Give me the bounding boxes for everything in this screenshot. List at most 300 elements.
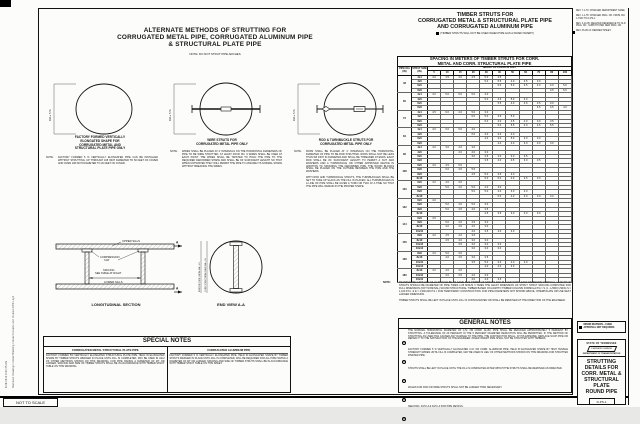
title-line: & STRUCTURAL PLATE PIPE: [168, 41, 262, 49]
pipe-dia-cell: 48: [398, 75, 412, 93]
spacing-value-cell: 5.0: [480, 80, 493, 84]
title-line: CORRUGATED METAL PIPE, CORRUGATED ALUMINUM PIPE: [117, 34, 313, 42]
timber-subtitle: [398, 32, 572, 35]
strut-size-cell: 10x10: [412, 229, 428, 233]
timber-strut: [141, 252, 145, 284]
corner-mark: [0, 0, 11, 7]
strut-size-cell: 6x8: [412, 185, 428, 189]
spacing-value-cell: 5.0: [493, 176, 506, 180]
spacing-value-cell: 5.0: [480, 260, 493, 264]
spacing-value-cell: 5.5: [545, 124, 558, 128]
strut-size-cell: 10x12: [412, 278, 428, 282]
spacing-value-cell: 4.5: [467, 75, 480, 79]
column-header: CORRUGATED ALUMINUM PIPE: [170, 348, 289, 354]
strut-size-cell: 8x8: [412, 221, 428, 225]
spacing-value-cell: 4.0: [454, 234, 467, 238]
strut-size-cell: 4x4: [412, 93, 428, 97]
spacing-value-cell: 4.5: [519, 102, 532, 106]
spacing-value-cell: 6.0: [480, 119, 493, 123]
spacing-value-cell: 4.0: [493, 190, 506, 194]
spacing-value-cell: 4.0: [480, 132, 493, 136]
strut-size-cell: 10x12: [412, 265, 428, 269]
pipe-dia-cell: 168: [398, 251, 412, 269]
title-line: ALTERNATE METHODS OF STRUTTING FOR: [143, 27, 287, 34]
cover-col-header: 60: [519, 71, 532, 75]
spacing-value-cell: 5.5: [493, 102, 506, 106]
spacing-value-cell: 3.0: [493, 132, 506, 136]
note-key-badge: E: [403, 418, 405, 420]
spacing-value-cell: 4.0: [519, 124, 532, 128]
spacing-value-cell: 3.0: [441, 146, 454, 150]
spacing-value-cell: 3.5: [493, 172, 506, 176]
revision-entry: REV. 7-1-70: CHANGED DEPARTMENT NAME.: [576, 10, 626, 12]
spacing-value-cell: 4.0: [506, 80, 519, 84]
spacing-value-cell: 5.0: [506, 115, 519, 119]
general-note-item: [399, 386, 571, 405]
strut-size-cell: 4x6: [412, 132, 428, 136]
spacing-value-cell: 3.0: [506, 190, 519, 194]
spacing-value-cell: 4.0: [428, 181, 441, 185]
elongated-pipe-figure: [40, 79, 160, 139]
spacing-value-cell: 4.5: [454, 168, 467, 172]
pipe-dia-cell: 108: [398, 163, 412, 181]
spacing-value-cell: 5.0: [506, 97, 519, 101]
section-marker: A: [176, 286, 179, 291]
spacing-value-cell: 6.0: [441, 168, 454, 172]
spacing-value-cell: 5.0: [558, 84, 571, 88]
spacing-value-cell: 4.5: [545, 88, 558, 92]
table-title-line: SPACING IN METERS OF TIMBER STRUTS FOR CORR.: [429, 56, 540, 61]
spacing-value-cell: 4.0: [454, 75, 467, 79]
spacing-value-cell: 5.0: [493, 194, 506, 198]
spacing-value-cell: 3.0: [467, 238, 480, 242]
note-key-badge: D: [403, 399, 405, 401]
compression-cap: [138, 249, 148, 252]
pipe-dia-cell: 96: [398, 146, 412, 164]
note-label: NOTE:: [294, 150, 302, 153]
cover-col-header: 70: [532, 71, 545, 75]
spacing-value-cell: 4.0: [493, 119, 506, 123]
spacing-value-cell: 3.5: [493, 212, 506, 216]
spacing-value-cell: 5.0: [480, 190, 493, 194]
spacing-value-cell: 4.0: [480, 137, 493, 141]
spacing-value-cell: 3.0: [467, 146, 480, 150]
spacing-value-cell: 4.0: [506, 132, 519, 136]
rod-turnbuckle-figure: [286, 79, 406, 139]
strut-size-cell: 8x10: [412, 256, 428, 260]
pipe-dia-cell: 72: [398, 110, 412, 128]
figure-note: [294, 151, 394, 189]
spacing-value-cell: 4.0: [545, 84, 558, 88]
spacing-value-cell: 4.0: [454, 203, 467, 207]
spacing-value-cell: 3.5: [519, 176, 532, 180]
spacing-value-cell: 5.0: [493, 84, 506, 88]
note-text: WALES FOR ROD OR WIRE STRUTS SHALL NOT BE LARGER THAN NECESSARY.: [408, 386, 503, 389]
spacing-value-cell: 3.0: [519, 260, 532, 264]
revision-entry-text: REV. 06-28-13: REDREW SHEET.: [576, 30, 612, 33]
end-view-dim-label: CORR. STRUCTURAL PLATE DIA + 5%: [205, 257, 207, 292]
spacing-value-cell: 5.0: [480, 172, 493, 176]
note-text: THE NOMINAL HORIZONTAL DIAMETER OF C.M. OR CORR. ALUM. PIPE SHALL BE REDUCED APPROXIMATELY 5 PERCENT BY STRUTTING. A TOLERANCE OF 20 PERCENT IN THE 5 PERCENT DIAMETER REDUCTION WILL BE PERMITTED. IF THE METHOD OF STRUTTING AS USED HAS CAUSED ANY DAMAGE TO THE PIPE, THE CONTRACTOR SHALL, AT HIS EXPENSE, REPLACE SUCH PIPE OR REPAIR IT TO THE SATISFACTION OF THE ENGINEER. PAVED INVERT PIPE SHALL NOT BE STRUTTED WITH TIMBERS.: [408, 329, 568, 341]
spacing-value-cell: 4.0: [506, 176, 519, 180]
spacing-value-cell: 3.0: [480, 247, 493, 251]
spacing-value-cell: 3.0: [506, 172, 519, 176]
spacing-value-cell: 5.0: [441, 93, 454, 97]
pipe-outline: [76, 84, 132, 134]
spacing-value-cell: 3.5: [467, 234, 480, 238]
spacing-value-cell: 3.0: [480, 203, 493, 207]
strut-size-cell: 6x6: [412, 198, 428, 202]
spacing-value-cell: 4.0: [428, 198, 441, 202]
spacing-value-cell: 4.5: [428, 110, 441, 114]
wire-struts-figure: [162, 79, 282, 139]
title-line: AND CORRUGATED ALUMINUM PIPE: [437, 24, 533, 30]
spacing-value-cell: 3.0: [493, 243, 506, 247]
title-note: NOTE: DO NOT STRUT PIPE ARCHES: [189, 51, 241, 56]
plot-info-date: 6/28/2013 8:04:45 AM: [5, 360, 8, 388]
spacing-value-cell: 4.5: [506, 119, 519, 123]
pipe-dia-cell: 60: [398, 93, 412, 111]
spacing-value-cell: 5.0: [441, 185, 454, 189]
column-text: FACTORY FORMED 5 % VERTICALLY ELONGATED PIPE, HELD IN ELONGATED SHAPE BY TIMBER STRUTS WEDGED IN PLACE UNTIL FILL IS COMPLETED, WILL BE REQUIRED FOR ALL PIPE HAVING A DIAMETER OF 48" OR LARGER. SPACING AND SIZE OF TIMBER STRUTS SHALL BE IN ACCORDANCE WITH TIMBER STRUT TABLE ON THIS SHEET.: [169, 354, 288, 366]
strut-size-cell: 6x8: [412, 203, 428, 207]
strut-size-cell: 8x8: [412, 190, 428, 194]
spacing-value-cell: 4.0: [493, 141, 506, 145]
general-note-item: [399, 329, 571, 348]
general-notes-header: GENERAL NOTES: [399, 319, 571, 329]
spacing-value-cell: 4.5: [532, 106, 545, 110]
spacing-value-cell: 4.0: [441, 269, 454, 273]
strut-size-cell: 8x10: [412, 269, 428, 273]
spacing-value-cell: 4.0: [428, 163, 441, 167]
spacing-value-cell: 3.0: [454, 251, 467, 255]
spacing-value-cell: 4.0: [454, 221, 467, 225]
spacing-value-cell: 5.0: [441, 221, 454, 225]
spacing-value-cell: 3.0: [519, 141, 532, 145]
spacing-value-cell: 3.0: [532, 80, 545, 84]
spacing-value-cell: 3.5: [480, 207, 493, 211]
strut-size-cell: 6x8: [412, 216, 428, 220]
spacing-value-cell: 3.0: [467, 243, 480, 247]
cover-col-header: 50: [506, 71, 519, 75]
strut-size-cell: 6x6: [412, 154, 428, 158]
pipe-dia-cell: 120: [398, 181, 412, 199]
state-name: STATE OF TENNESSEE: [586, 341, 617, 345]
spacing-value-cell: 3.0: [480, 238, 493, 242]
figure-caption: [160, 139, 284, 147]
sheet-title-line: STRUTTING: [586, 359, 617, 365]
timber-strut: [234, 246, 239, 289]
spacing-value-cell: 3.0: [519, 159, 532, 163]
cover-col-header: 20: [467, 71, 480, 75]
special-notes-box: [43, 336, 291, 393]
spacing-value-cell: 5.0: [506, 137, 519, 141]
spacing-value-cell: 3.0: [493, 137, 506, 141]
general-note-item: [399, 367, 571, 386]
pipe-dia-cell: 144: [398, 216, 412, 234]
spacing-value-cell: 3.0: [506, 212, 519, 216]
longitudinal-section-caption: LONGITUDINAL SECTION: [91, 302, 141, 307]
dim-label: DIA + 5 %: [293, 109, 296, 121]
strut-size-cell: 8x10: [412, 212, 428, 216]
spacing-value-cell: 4.5: [467, 221, 480, 225]
strut-size-cell: 6x6: [412, 102, 428, 106]
figure-caption: [284, 139, 408, 147]
spacing-value-cell: 3.0: [493, 154, 506, 158]
spacing-label: SPACING: [103, 269, 115, 272]
standard-drawing-stamp: [586, 346, 616, 352]
table-note-paragraph: TIMBER STRUTS SHALL BE LEFT IN PLACE UNTIL FILL IS CONSOLIDATED OR SHALL BE REMOVED AT THE DIRECTION OF THE ENGINEER.: [399, 298, 566, 302]
spacing-value-cell: 5.0: [454, 163, 467, 167]
strut-size-cell: 8x10: [412, 176, 428, 180]
spacing-value-cell: 3.0: [506, 154, 519, 158]
strut-size-cell: 4x4: [412, 110, 428, 114]
drawing-number: D-PS-1: [589, 398, 615, 406]
caption-line: CORRUGATED METAL AND: [79, 142, 121, 147]
strut-size-cell: 10x12: [412, 247, 428, 251]
stamp-text: STANDARD DRAWING: [590, 347, 612, 350]
spacing-value-cell: 3.0: [467, 247, 480, 251]
spacing-value-cell: 4.0: [441, 273, 454, 277]
spacing-value-cell: 3.5: [493, 115, 506, 119]
spacing-value-cell: 3.0: [493, 260, 506, 264]
title-line: TIMBER STRUTS FOR: [456, 12, 514, 18]
note-text: WIRES SHALL BE PLACED AT 2' INTERVALS ON THE HORIZONTAL DIAMETERS OF PIPE TO BE WIRE STRUTTED. AT LEAST FOUR NO. 9 WIRES SHALL BE USED AT EACH POINT. THE WIRES SHALL BE TWISTED TO HOLD THE PIPE TO THE REQUIRED DEFORMED SHAPE AND SHALL BE OF SUFFICIENT LENGTH SO THAT WHEN UNTWISTED THEY WILL PERMIT THE PIPE TO ASSUME ITS NORMAL SHAPE WITHOUT BREAKING THE WIRES.: [182, 150, 282, 168]
figure-note: [170, 151, 282, 168]
strut-size-cell: 8x10: [412, 238, 428, 242]
col-header-cover: HEIGHT OF COVER IN FEET: [428, 67, 572, 71]
strut-size-cell: 6x6: [412, 181, 428, 185]
spacing-value-cell: 3.0: [532, 137, 545, 141]
strut-size-cell: 8x8: [412, 172, 428, 176]
special-notes-header: SPECIAL NOTES: [44, 337, 290, 347]
spacing-value-cell: 4.0: [454, 185, 467, 189]
table-note-paragraph: TRANSVERSE CAPS AND SILLS SHOULD BE OF SAME SIZE TIMBER AS STRUTS AND PLACED WITH LEAST DIMENSION VERTICAL. LENGTH OF STRUTS SHOULD BE DIAMETER OF PIPE TIMES 1.05 MINUS 3 TIMES THE LEAST DIMENSION OF STRUT. STRUT SPACING COMPUTED FOR FULL DIMENSION (NOT NOMINAL) SOUND STRUCTURAL TIMBER BASED ON AASHTO TIMBER COLUMN FORMULA P/A = S (1 - L/60D) USING S = 1,100 P.S.I. & E = 1,500,000 P.S.I. FOR TEMPORARY CONSTRUCTION. FOR PIPE DIAMETERS NOT SHOWN ABOVE, INTERPOLATE OR USE NEXT LARGER DIMENSION.: [399, 281, 571, 296]
cover-col-header: 10: [441, 71, 454, 75]
sheet-title-line: CORR. METAL &: [581, 371, 622, 377]
caption-line: ROD & TURNBUCKLE STRUTS FOR: [318, 138, 374, 142]
note-text: FACTORY FORMED 5 % VERTICALLY ELONGATED PIPE CAN BE INSTALLED WITHOUT STRUTTING, UP THROUGH 108 INCH DIAMETER TO 50 FEET OF COVER AND OVER 108 INCH DIAMETER TO 20 FEET OF COVER.: [58, 156, 158, 165]
spacing-value-cell: 3.0: [480, 150, 493, 154]
strut-size-cell: 6x8: [412, 106, 428, 110]
note-text: STRUTS SHALL BE LEFT IN PLACE UNTIL THE FILL IS COMPACTED AFTER WHICH THE STRUTS SHALL BE REMOVED AS DIRECTED.: [408, 367, 563, 370]
timber-strut: [85, 252, 89, 284]
spacing-value-cell: 3.0: [480, 110, 493, 114]
spacing-value-cell: 3.0: [519, 212, 532, 216]
strut-size-cell: 10x10: [412, 273, 428, 277]
spacing-value-cell: 3.0: [454, 269, 467, 273]
spacing-value-cell: 4.5: [493, 97, 506, 101]
spacing-value-cell: 4.0: [428, 75, 441, 79]
spacing-value-cell: 3.5: [493, 75, 506, 79]
spacing-value-cell: 5.5: [467, 168, 480, 172]
revision-entry: REV. 1-1-78: CHANGED DWG. NO. FROM CM-1-TWN TO D-PS-1.: [576, 15, 626, 20]
spacing-value-cell: 3.0: [480, 221, 493, 225]
note-key-badge: B: [403, 361, 405, 363]
strut-size-cell: 6x6: [412, 119, 428, 123]
figure-note: [46, 157, 158, 166]
spacing-value-cell: 3.5: [480, 256, 493, 260]
compression-cap-label: CAP: [104, 259, 110, 262]
cover-col-header: 40: [493, 71, 506, 75]
cover-col-header: 100: [558, 71, 571, 75]
pipe-dia-cell: 84: [398, 128, 412, 146]
special-notes-col-aluminum: [167, 347, 291, 392]
strut-size-cell: 6x6: [412, 163, 428, 167]
spacing-value-cell: 4.5: [532, 124, 545, 128]
spacing-value-cell: 3.0: [493, 247, 506, 251]
spacing-value-cell: 3.0: [532, 194, 545, 198]
strut-size-cell: 6x6: [412, 84, 428, 88]
spacing-value-cell: 4.0: [454, 225, 467, 229]
minor-revision-legend: [577, 321, 626, 333]
caption-line: CORRUGATED METAL PIPE ONLY: [196, 141, 248, 146]
strut-size-cell: 4x6: [412, 97, 428, 101]
agency-seal: [578, 340, 625, 357]
spacing-value-cell: 4.0: [506, 141, 519, 145]
spacing-value-cell: 5.0: [467, 93, 480, 97]
spacing-value-cell: 5.0: [467, 110, 480, 114]
spacing-value-cell: 4.5: [441, 234, 454, 238]
title-block: [577, 339, 626, 405]
spacing-value-cell: 4.0: [467, 278, 480, 282]
cover-col-header: 80: [545, 71, 558, 75]
revision-marker-icon: [572, 31, 575, 34]
spacing-value-cell: 4.0: [493, 159, 506, 163]
spacing-value-cell: 3.5: [545, 119, 558, 123]
sheet-title: [578, 357, 625, 395]
longitudinal-section-figure: [46, 236, 188, 298]
strut-size-cell: 10x10: [412, 260, 428, 264]
spacing-value-cell: 3.0: [519, 190, 532, 194]
spacing-value-cell: 3.5: [480, 159, 493, 163]
section-marker: A: [176, 240, 179, 245]
revision-marker-icon: [579, 326, 582, 329]
spacing-value-cell: 4.0: [428, 269, 441, 273]
spacing-value-cell: 3.0: [480, 243, 493, 247]
general-note-item: [399, 348, 571, 367]
spacing-value-cell: 4.5: [454, 207, 467, 211]
spacing-value-cell: 4.0: [454, 110, 467, 114]
dim-label: DIA + 5 %: [49, 109, 52, 121]
spacing-value-cell: 3.0: [454, 181, 467, 185]
sheet-title-line: DETAILS FOR: [584, 365, 619, 371]
spacing-value-cell: 6.0: [441, 128, 454, 132]
sheet-title-line: STRUCTURAL PLATE: [584, 377, 619, 389]
spacing-value-cell: 4.5: [441, 238, 454, 242]
spacing-value-cell: 3.0: [519, 194, 532, 198]
section-arrow-icon: [178, 245, 182, 248]
figure-caption: [38, 136, 162, 151]
spacing-value-cell: 4.0: [480, 93, 493, 97]
spacing-value-cell: 3.0: [519, 97, 532, 101]
strut-size-cell: 8x10: [412, 194, 428, 198]
spacing-value-cell: 3.0: [545, 102, 558, 106]
spacing-value-cell: 3.5: [519, 154, 532, 158]
spacing-value-cell: 3.0: [506, 265, 519, 269]
revision-history: [576, 10, 626, 36]
table-title-line: METAL AND CORR. STRUCTURAL PLATE PIPE: [437, 60, 532, 66]
strut-size-cell: 6x8: [412, 159, 428, 163]
strut-size-cell: 4x6: [412, 115, 428, 119]
wire-twist-clip: [221, 107, 231, 111]
spacing-value-cell: 5.0: [480, 75, 493, 79]
spacing-value-cell: 3.0: [532, 176, 545, 180]
cover-col-header: 30: [480, 71, 493, 75]
general-notes-box: [398, 318, 572, 420]
spacing-value-cell: 4.0: [428, 128, 441, 132]
spacing-value-cell: 3.0: [493, 185, 506, 189]
spacing-value-cell: 4.0: [454, 146, 467, 150]
spacing-value-cell: 4.0: [454, 238, 467, 242]
spacing-value-cell: 5.5: [506, 124, 519, 128]
department-name: DEPARTMENT OF TRANSPORTATION: [582, 352, 621, 355]
spacing-value-cell: 4.0: [519, 119, 532, 123]
spacing-value-cell: 3.0: [532, 141, 545, 145]
spacing-value-cell: 5.0: [441, 251, 454, 255]
spacing-value-cell: 4.5: [545, 106, 558, 110]
spacing-value-cell: 5.0: [506, 84, 519, 88]
spacing-value-cell: 3.5: [519, 80, 532, 84]
spacing-value-cell: 5.0: [480, 115, 493, 119]
strut-size-cell: 8x8: [412, 234, 428, 238]
spacing-value-cell: 3.0: [545, 141, 558, 145]
pipe-dia-cell: 132: [398, 198, 412, 216]
spacing-value-cell: 4.5: [480, 154, 493, 158]
strut-size-cell: 8x8: [412, 251, 428, 255]
cover-col-header: 5: [428, 71, 441, 75]
strut-size-cell: 8x8: [412, 207, 428, 211]
spacing-value-cell: 3.5: [532, 102, 545, 106]
revision-marker-icon: [436, 32, 439, 35]
spacing-value-cell: 4.0: [467, 207, 480, 211]
spacing-value-cell: 4.0: [467, 150, 480, 154]
strut-spacing-table: [397, 56, 572, 283]
spacing-value-cell: 5.0: [454, 128, 467, 132]
strut-size-cell: 10x10: [412, 243, 428, 247]
spacing-value-cell: 4.5: [519, 84, 532, 88]
table-notes: [399, 282, 571, 302]
caption-line: STRUCTURAL PLATE PIPE ONLY: [74, 146, 126, 151]
general-note-item: [399, 405, 571, 424]
spacing-value-cell: 4.5: [428, 216, 441, 220]
spacing-value-cell: 3.0: [480, 273, 493, 277]
pipe-dia-cell: 156: [398, 234, 412, 252]
note-key-badge: C: [403, 380, 405, 382]
revision-entry: [576, 30, 626, 33]
spacing-value-cell: 3.5: [493, 278, 506, 282]
strut-size-cell: 8x10: [412, 225, 428, 229]
spacing-value-cell: 4.0: [467, 229, 480, 233]
strut-size-cell: 6x6: [412, 137, 428, 141]
spacing-value-cell: 4.0: [467, 273, 480, 277]
note-label: NOTE:: [46, 156, 54, 159]
lower-sill: [56, 284, 174, 289]
right-margin-line: [628, 8, 629, 405]
end-view-figure: [196, 236, 266, 298]
strut-size-cell: 6x8: [412, 141, 428, 145]
spacing-value-cell: 3.0: [506, 229, 519, 233]
column-header: CORRUGATED METAL STRUCTURAL PLATE PIPE: [46, 348, 165, 354]
upper-sills-label: UPPER SILLS: [122, 239, 141, 243]
spacing-value-cell: 3.5: [454, 273, 467, 277]
spacing-value-cell: 5.0: [493, 124, 506, 128]
cover-col-header: 15: [454, 71, 467, 75]
pipe-dia-cell: 180: [398, 269, 412, 282]
spacing-value-cell: 5.0: [454, 93, 467, 97]
spacing-value-cell: 4.0: [480, 265, 493, 269]
plot-info-path: Standard Drawings Folder\Working Folder\Culverts and Flumes\DPS1.dgn: [12, 295, 15, 388]
